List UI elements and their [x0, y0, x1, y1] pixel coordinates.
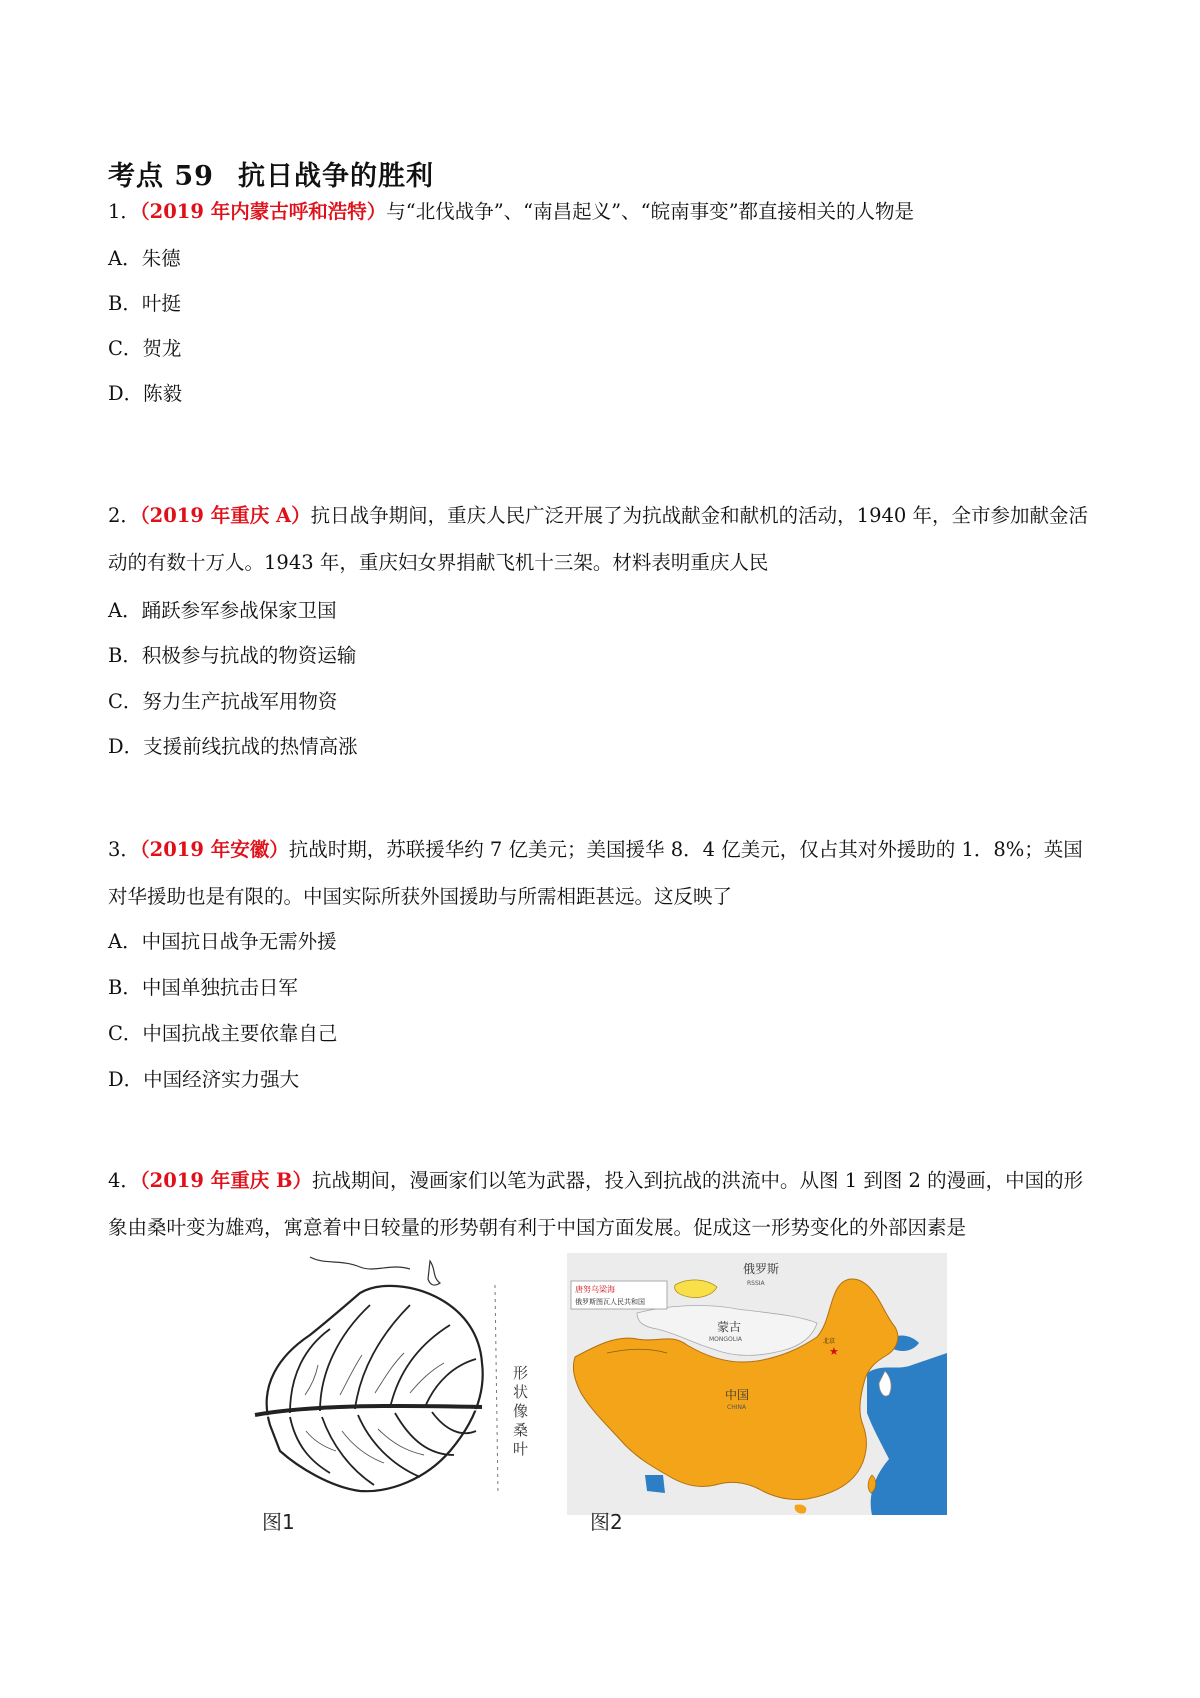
- option-b: B．中国单独抗击日军: [108, 976, 298, 999]
- question-stem: 与“北伐战争”、“南昌起义”、“皖南事变”都直接相关的人物是: [386, 200, 915, 223]
- question-stem: 抗战期间，漫画家们以笔为武器，投入到抗战的洪流中。从图 1 到图 2 的漫画，中国的形象由桑叶变为雄鸡，寓意着中日较量的形势朝有利于中国方面发展。促成这一形势变化的外部因素是: [108, 1169, 1084, 1239]
- legend-line1: 唐努乌梁海: [575, 1285, 615, 1294]
- option-d: D．中国经济实力强大: [108, 1068, 300, 1091]
- figure-2-china-map: [567, 1253, 947, 1515]
- option-c: C．中国抗战主要依靠自己: [108, 1022, 338, 1045]
- option-c: C．贺龙: [108, 337, 182, 360]
- question-source: （2019 年重庆 A）: [139, 504, 311, 527]
- question-2: [108, 492, 1098, 586]
- option-a: A．朱德: [108, 247, 181, 270]
- option-d: D．陈毅: [108, 382, 183, 405]
- china-label: 中国: [725, 1388, 750, 1402]
- figure-1-leaf-map: [250, 1255, 550, 1515]
- beijing-label: 北京: [823, 1338, 836, 1345]
- mongolia-label-en: MONGOLIA: [709, 1336, 742, 1343]
- question-number: 3．: [108, 838, 140, 861]
- figure-1-caption: 图1: [262, 1510, 295, 1534]
- question-source: （2019 年内蒙古呼和浩特）: [139, 200, 387, 223]
- question-source: （2019 年重庆 B）: [139, 1169, 313, 1192]
- figure-2-caption: 图2: [590, 1510, 623, 1534]
- question-4: [108, 1157, 1098, 1251]
- mongolia-label: 蒙古: [717, 1320, 742, 1334]
- china-label-en: CHINA: [727, 1404, 747, 1411]
- question-number: 4．: [108, 1169, 140, 1192]
- question-source: （2019 年安徽）: [139, 838, 289, 861]
- option-b: B．叶挺: [108, 292, 181, 315]
- question-number: 1．: [108, 200, 140, 223]
- section-name: 抗日战争的胜利: [237, 161, 434, 192]
- option-a: A．踊跃参军参战保家卫国: [108, 599, 337, 622]
- russia-label: 俄罗斯: [743, 1262, 780, 1276]
- section-code: 考点 59: [108, 161, 214, 192]
- question-3: [108, 826, 1098, 920]
- russia-label-en: RSSIA: [747, 1280, 765, 1287]
- legend-line2: 俄罗斯图瓦人民共和国: [575, 1298, 645, 1306]
- option-d: D．支援前线抗战的热情高涨: [108, 735, 358, 758]
- sea-region: [867, 1353, 947, 1515]
- question-stem: 抗日战争期间，重庆人民广泛开展了为抗战献金和献机的活动，1940 年，全市参加献金活动的有数十万人。1943 年，重庆妇女界捐献飞机十三架。材料表明重庆人民: [108, 504, 1088, 574]
- option-a: A．中国抗日战争无需外援: [108, 930, 337, 953]
- beijing-star-icon: ★: [829, 1345, 839, 1358]
- question-1: [108, 188, 1098, 235]
- option-b: B．积极参与抗战的物资运输: [108, 644, 357, 667]
- leaf-annotation: 形状像桑叶: [511, 1365, 529, 1460]
- question-stem: 抗战时期，苏联援华约 7 亿美元；美国援华 8．4 亿美元，仅占其对外援助的 1．8%；英国对华援助也是有限的。中国实际所获外国援助与所需相距甚远。这反映了: [108, 838, 1083, 908]
- question-number: 2．: [108, 504, 140, 527]
- option-c: C．努力生产抗战军用物资: [108, 690, 338, 713]
